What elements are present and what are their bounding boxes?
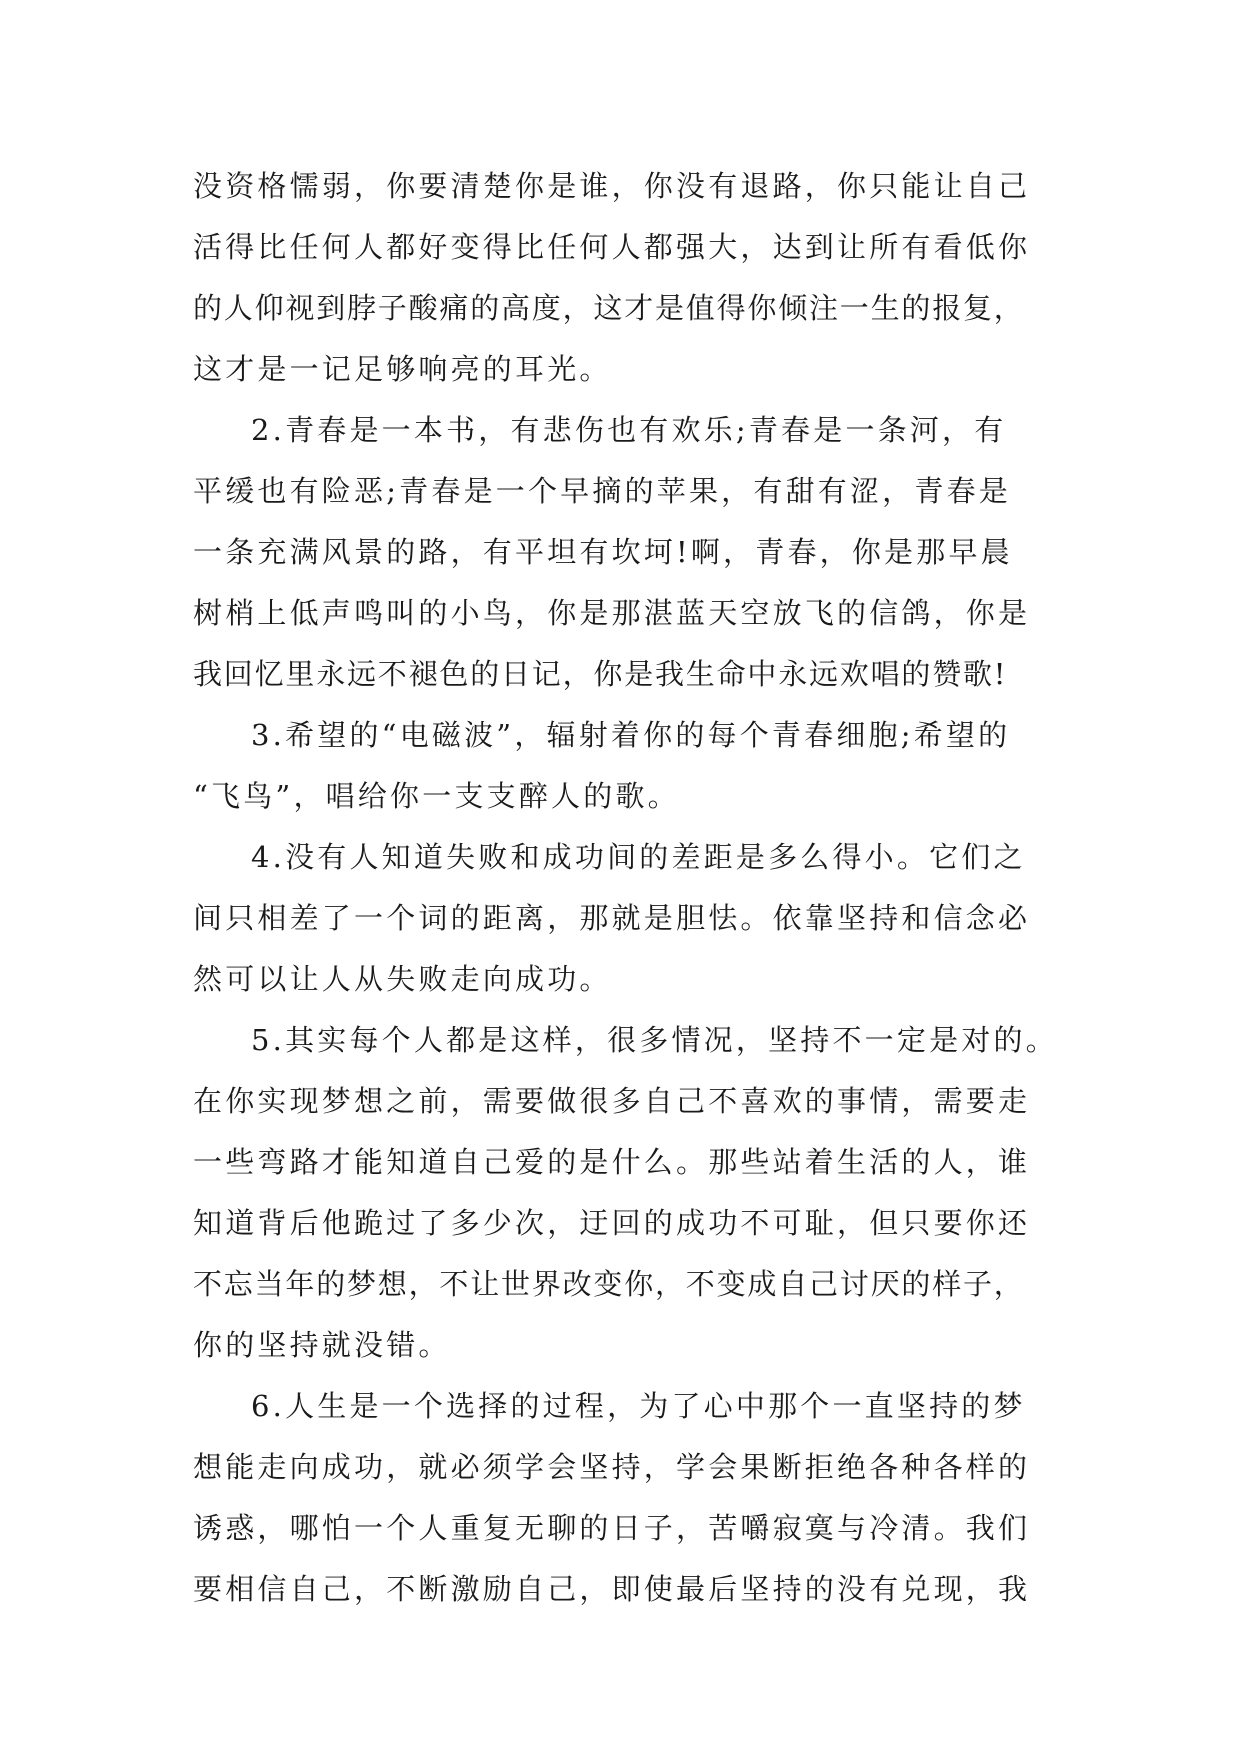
text-line: 没资格懦弱，你要清楚你是谁，你没有退路，你只能让自己 [193, 169, 1031, 203]
text-line: 想能走向成功，就必须学会坚持，学会果断拒绝各种各样的 [193, 1450, 1031, 1484]
text-line: 这才是一记足够响亮的耳光。 [193, 352, 612, 386]
document-body [193, 156, 1083, 1620]
paragraph-3-start: 3.希望的“电磁波”，辐射着你的每个青春细胞;希望的 [251, 718, 1011, 752]
paragraph-4-start: 4.没有人知道失败和成功间的差距是多么得小。它们之 [251, 840, 1026, 874]
paragraph-2-start: 2.青春是一本书，有悲伤也有欢乐;青春是一条河，有 [251, 413, 1007, 447]
text-line: 要相信自己，不断激励自己，即使最后坚持的没有兑现，我 [193, 1572, 1031, 1606]
text-line: 你的坚持就没错。 [193, 1328, 451, 1362]
text-line: 不忘当年的梦想，不让世界改变你，不变成自己讨厌的样子， [193, 1267, 1025, 1301]
text-line: 知道背后他跪过了多少次，迂回的成功不可耻，但只要你还 [193, 1206, 1031, 1240]
text-line: 诱惑，哪怕一个人重复无聊的日子，苦嚼寂寞与冷清。我们 [193, 1511, 1031, 1545]
text-line: 间只相差了一个词的距离，那就是胆怯。依靠坚持和信念必 [193, 901, 1031, 935]
text-line: 然可以让人从失败走向成功。 [193, 962, 612, 996]
text-line: 在你实现梦想之前，需要做很多自己不喜欢的事情，需要走 [193, 1084, 1031, 1118]
text-line: 一条充满风景的路，有平坦有坎坷!啊，青春，你是那早晨 [193, 535, 1013, 569]
text-line: 一些弯路才能知道自己爱的是什么。那些站着生活的人，谁 [193, 1145, 1031, 1179]
paragraph-6-start: 6.人生是一个选择的过程，为了心中那个一直坚持的梦 [251, 1389, 1026, 1423]
text-line: 我回忆里永远不褪色的日记，你是我生命中永远欢唱的赞歌! [193, 657, 1008, 691]
paragraph-5-start: 5.其实每个人都是这样，很多情况，坚持不一定是对的。 [251, 1023, 1058, 1057]
text-line: “飞鸟”，唱给你一支支醉人的歌。 [193, 779, 680, 813]
text-line: 的人仰视到脖子酸痛的高度，这才是值得你倾注一生的报复， [193, 291, 1025, 325]
text-line: 活得比任何人都好变得比任何人都强大，达到让所有看低你 [193, 230, 1031, 264]
text-line: 树梢上低声鸣叫的小鸟，你是那湛蓝天空放飞的信鸽，你是 [193, 596, 1031, 630]
text-line: 平缓也有险恶;青春是一个早摘的苹果，有甜有涩，青春是 [193, 474, 1011, 508]
